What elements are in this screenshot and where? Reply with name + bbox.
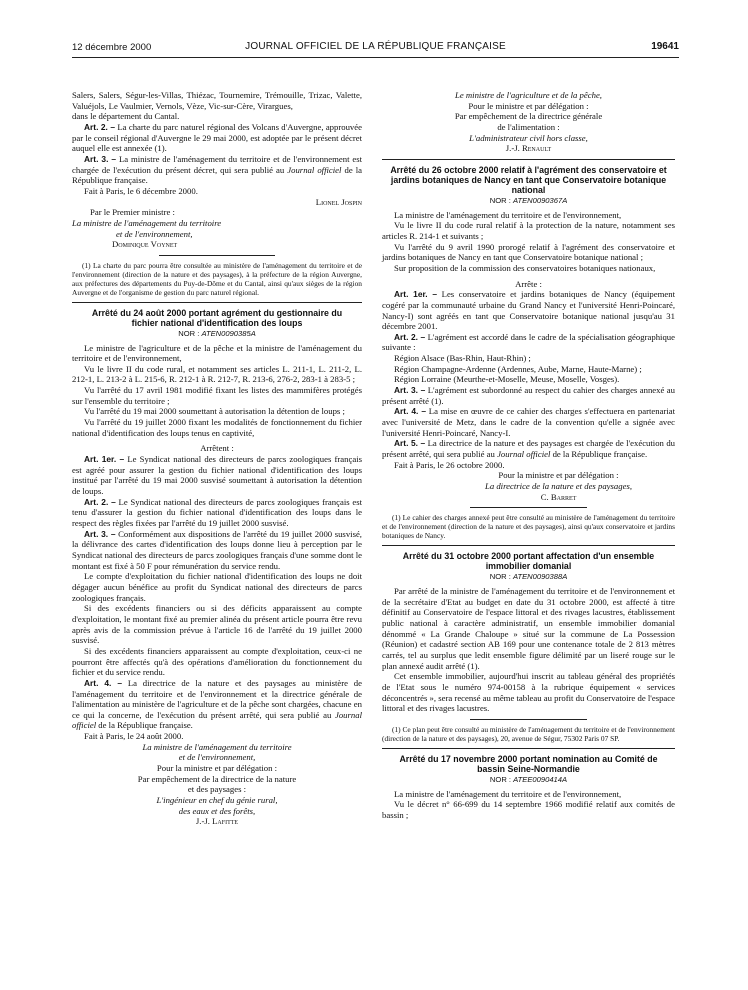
preamble: La ministre de l'aménagement du territoire et de l'environnement, <box>394 209 622 220</box>
body-paragraph: Par arrêté de la ministre de l'aménagement du territoire et de l'environnement et de la secrétaire d'Etat au budget en date du 31 octobre 2000, est affecté à titre définitif au Conservatoire de l'espace littoral et des rivages lacustres, établissement public national à caractère administratif, un ensemble immobilier domanial dénommé « La Grande Chaloupe » situé sur la commune de La Possession (Réunion) et cadastré section AB 169 pour une contenance totale de 2 813 mètres carrés, tel au surplus que ledit ensemble figure délimité par un liseré rouge sur le plan annexé audit arrêté (1). <box>382 585 675 671</box>
footnote-rule <box>470 507 587 508</box>
signature-line: L'ingénieur en chef du génie rural, <box>156 795 278 806</box>
signature-line: Par empêchement de la directrice générale <box>454 111 603 122</box>
footnote-rule <box>470 719 587 720</box>
article-text: Le Syndicat national des directeurs de parcs zoologiques français est agréé pour assurer la gestion du fichier national d'identification des loups institué par l'arrêté du 19 mai 2000 susvisé soumettant à autorisation la détention de loups. <box>72 454 362 497</box>
footnote-text: (1) Ce plan peut être consulté au ministère de l'aménagement du territoire et de l'environnement (direction de la nature et des paysages), 20, avenue de Ségur, 75302 Paris 07 SP. <box>382 724 675 743</box>
article-text: Conformément aux dispositions de l'arrêté du 19 juillet 2000 susvisé, la délivrance des cartes d'identification des loups donne lieu à perception par le Syndicat national des directeurs de parcs zoologiques français d'une somme dont le montant est fixé à 50 F pour rémunération du service rendu. <box>72 528 362 571</box>
nor-label: NOR : <box>489 572 511 582</box>
article-text: La directrice de la nature et des paysages au ministère de l'aménagement du territoire et de l'environnement et la directrice générale de l'alimentation au ministère de l'agriculture et de la pêche sont chargées, chacune en ce qui la concerne, de l'exécution du présent arrêté, qui sera publié au <box>72 677 362 720</box>
article-label: Art. 2. – <box>394 331 426 342</box>
preamble: La ministre de l'aménagement du territoire et de l'environnement, <box>394 788 622 799</box>
nor-reference <box>72 329 362 340</box>
journal-officiel-ref: Journal officiel <box>287 164 342 175</box>
signature-line: Pour la ministre et par délégation : <box>498 470 619 481</box>
footnote-text: (1) Le cahier des charges annexé peut être consulté au ministère de l'aménagement du territoire et de l'environnement (direction de la nature et des paysages), ainsi qu'aux conservatoire et jardins botaniques de Nancy. <box>382 513 675 541</box>
article-label: Art. 3. – <box>394 385 426 396</box>
page-header <box>72 40 679 56</box>
signature-line: Par empêchement de la directrice de la nature <box>137 773 297 784</box>
footnote <box>382 725 675 743</box>
nor-code: ATEN0090367A <box>512 195 568 205</box>
article-label: Art. 5. – <box>394 438 426 449</box>
signature-line: Le ministre de l'agriculture et de la pêche, <box>455 90 602 100</box>
signature-line: de l'alimentation : <box>497 121 560 132</box>
nor-label: NOR : <box>489 774 512 784</box>
article-text: La charte du parc naturel régional des Volcans d'Auvergne, approuvée par le conseil régional d'Auvergne le 29 mai 2000, est adoptée par le présent décret auquel elle est annexée (1). <box>72 121 362 154</box>
article-3-para: Le compte d'exploitation du fichier national d'identification des loups ne doit dégager aucun bénéfice au profit du Syndicat national des directeurs de parcs zoologiques français. <box>72 571 362 603</box>
arretent: Arrêtent : <box>200 443 234 454</box>
article-text: Les conservatoire et jardins botaniques de Nancy (équipement cogéré par la communauté urbaine du Grand Nancy et l'université Henri-Poincaré, Nancy-I) sont agréés en tant que Conservatoire botanique national jusqu'au 31 décembre 2001. <box>382 289 676 332</box>
preamble: Vu l'arrêté du 17 avril 1981 modifié fixant les listes des mammifères protégés sur l'ensemble du territoire ; <box>72 385 362 406</box>
preamble: Vu le décret n° 66-699 du 14 septembre 1966 modifié relatif aux comités de bassin ; <box>382 799 675 820</box>
header-page-number: 19641 <box>651 41 679 52</box>
signature-line: La ministre de l'aménagement du territoire <box>142 741 292 752</box>
article-3 <box>382 385 675 406</box>
footnote-text: (1) La charte du parc pourra être consultée au ministère de l'aménagement du territoire et de l'environnement (direction de la nature et des paysages), à la préfecture de la région Auvergne, aux préfectures des départements du Puy-de-Dôme et du Cantal, ainsi qu'aux sièges de la région Auvergne et de l'organisme de gestion du parc naturel régional. <box>72 260 362 297</box>
left-column <box>72 90 362 827</box>
article-text: La directrice de la nature et des paysages est chargée de l'exécution du présent arrêté, qui sera publié au <box>382 438 676 460</box>
signature-line: et des paysages : <box>187 784 247 795</box>
article-text: La ministre de l'aménagement du territoire et de l'environnement est chargée de l'exécution du présent décret, qui sera publié au <box>72 153 362 175</box>
signature-line: et de l'environnement, <box>116 228 193 239</box>
section-title: Arrêté du 24 août 2000 portant agrément du gestionnaire du fichier national d'identification des loups <box>91 307 343 328</box>
preamble: Le ministre de l'agriculture et de la pêche et la ministre de l'aménagement du territoire et de l'environnement, <box>72 342 362 364</box>
nor-reference <box>382 196 675 207</box>
article-text: de la République française. <box>552 449 648 460</box>
signature-name: J.-J. Renault <box>505 143 552 154</box>
header-rule <box>72 57 679 58</box>
article-label: Art. 4. – <box>84 677 122 688</box>
preamble: Vu l'arrêté du 19 mai 2000 soumettant à autorisation la détention de loups ; <box>84 406 345 417</box>
continued-paragraph: Salers, Salers, Ségur-les-Villas, Thiézac, Tournemire, Trémouille, Trizac, Valette, Valuéjols, Le Vaulmier, Vernols, Vèze, Vic-sur-Cère, Virargues, <box>72 90 362 111</box>
article-2 <box>72 122 362 154</box>
region-item: Région Champagne-Ardenne (Ardennes, Aube, Marne, Haute-Marne) ; <box>394 363 642 374</box>
fait-a-paris: Fait à Paris, le 6 décembre 2000. <box>84 185 198 196</box>
article-1 <box>72 454 362 497</box>
article-text: de la République française. <box>98 720 193 731</box>
section-title: Arrêté du 26 octobre 2000 relatif à l'agrément des conservatoire et jardins botaniques de Nancy en tant que Conservatoire botanique national <box>390 164 667 195</box>
article-5 <box>382 438 675 459</box>
section-title: Arrêté du 17 novembre 2000 portant nomination au Comité de bassin Seine-Normandie <box>399 753 658 774</box>
article-3-para: Si des excédents financiers ou si des déficits apparaissent au compte d'exploitation, le montant fixé au premier alinéa du présent article pourra être revu après avis de la commission prévue à l'article 16 de l'arrêté du 19 juillet 2000 susvisé. <box>72 603 362 646</box>
journal-officiel-ref: Journal officiel <box>497 449 551 460</box>
article-label: Art. 4. – <box>394 406 426 417</box>
signature-line: La directrice de la nature et des paysages, <box>484 481 632 491</box>
signature-line: des eaux et des forêts, <box>178 805 256 816</box>
article-text: L'agrément est accordé dans le cadre de la spécialisation géographique suivante : <box>382 331 675 353</box>
header-date: 12 décembre 2000 <box>72 42 152 53</box>
nor-label: NOR : <box>489 195 511 205</box>
section-rule <box>72 302 362 303</box>
fait-a-paris: Fait à Paris, le 26 octobre 2000. <box>394 459 505 470</box>
section-title: Arrêté du 31 octobre 2000 portant affectation d'un ensemble immobilier domanial <box>402 551 655 572</box>
signature-line: et de l'environnement, <box>178 752 256 763</box>
arrete: Arrête : <box>515 278 542 289</box>
article-2 <box>72 497 362 529</box>
preamble: Sur proposition de la commission des conservatoires botaniques nationaux, <box>394 262 656 273</box>
article-text: de la République française. <box>72 164 362 186</box>
article-label: Art. 2. – <box>84 496 116 507</box>
section-rule <box>382 159 675 160</box>
nor-reference <box>382 775 675 786</box>
article-3-para: Si des excédents financiers apparaissent au compte d'exploitation, ceux-ci ne pourront être affectés qu'à des opérations d'amélioration du fonctionnement du fichier et du service rendu. <box>72 645 362 678</box>
signature-line: Pour la ministre et par délégation : <box>156 763 278 774</box>
signature-line: La ministre de l'aménagement du territoire <box>72 217 222 228</box>
article-label: Art. 3. – <box>84 528 116 539</box>
right-column <box>382 90 675 820</box>
nor-label: NOR : <box>178 328 200 338</box>
signature-name: Lionel Jospin <box>315 196 362 207</box>
body-paragraph: Cet ensemble immobilier, aujourd'hui inscrit au tableau général des propriétés de l'Etat sous le numéro 974-00158 à la rubrique équipement « services déconcentrés », sera recensé au même tableau au profit du Conservatoire de l'espace littoral et des rivages lacustres. <box>382 671 675 714</box>
signature-line: Par le Premier ministre : <box>90 207 175 218</box>
preamble: Vu le livre II du code rural relatif à la protection de la nature, notamment ses articles R. 214-1 et suivants ; <box>382 220 675 241</box>
section-rule <box>382 748 675 749</box>
fait-a-paris: Fait à Paris, le 24 août 2000. <box>84 731 184 742</box>
journal-officiel-ref: Journal officiel <box>72 709 362 731</box>
article-4 <box>72 678 362 731</box>
preamble: Vu le livre II du code rural, et notamment ses articles L. 211-1, L. 211-2, L. 212-1, L. 213-2 à L. 215-6, R. 212-1 à R. 212-7, R. 213-6, 276-2, 283-1 à 283-5 ; <box>72 363 362 385</box>
article-text: La mise en œuvre de ce cahier des charges s'effectuera en partenariat avec l'université de Metz, dans le cadre de la convention qu'elle a signée avec l'université Henri-Poincaré, Nancy-I. <box>382 406 676 438</box>
nor-reference <box>382 572 675 583</box>
article-label: Art. 2. – <box>84 121 116 132</box>
footnote <box>72 261 362 297</box>
article-label: Art. 3. – <box>84 153 117 164</box>
signature-line: L'administrateur civil hors classe, <box>469 132 588 143</box>
header-journal-title: JOURNAL OFFICIEL DE LA RÉPUBLIQUE FRANÇAISE <box>245 41 506 52</box>
continued-paragraph-end: dans le département du Cantal. <box>72 111 180 122</box>
article-text: Le Syndicat national des directeurs de parcs zoologiques français est tenu d'assurer la gestion du fichier national d'identification des loups dans le respect des règles fixées par l'arrêté du 19 juillet 2000 susvisé. <box>72 496 362 528</box>
article-1 <box>382 289 675 332</box>
footnote-rule <box>159 255 275 256</box>
signature-name: Dominique Voynet <box>112 239 178 250</box>
article-3 <box>72 529 362 572</box>
region-item: Région Lorraine (Meurthe-et-Moselle, Meuse, Moselle, Vosges). <box>394 374 620 385</box>
section-rule <box>382 545 675 546</box>
preamble: Vu l'arrêté du 19 juillet 2000 fixant les modalités de fonctionnement du fichier national d'identification des loups tenus en captivité, <box>72 417 362 438</box>
nor-code: ATEN0090385A <box>201 328 256 338</box>
preamble: Vu l'arrêté du 9 avril 1990 prorogé relatif à l'agrément des conservatoire et jardins botaniques de Nancy en tant que Conservatoire botanique national ; <box>382 241 675 263</box>
article-label: Art. 1er. – <box>84 454 125 465</box>
region-item: Région Alsace (Bas-Rhin, Haut-Rhin) ; <box>394 353 531 364</box>
nor-code: ATEN0090388A <box>512 572 568 582</box>
article-4 <box>382 406 675 438</box>
article-2 <box>382 332 675 353</box>
article-text: L'agrément est subordonné au respect du cahier des charges annexé au présent arrêté (1). <box>382 385 675 406</box>
article-label: Art. 1er. – <box>394 289 438 300</box>
article-3 <box>72 154 362 186</box>
signature-name: C. Barret <box>540 491 577 502</box>
nor-code: ATEE0090414A <box>513 774 568 784</box>
signature-name: J.-J. Lafitte <box>195 816 239 827</box>
footnote <box>382 513 675 540</box>
signature-line: Pour le ministre et par délégation : <box>468 100 589 111</box>
